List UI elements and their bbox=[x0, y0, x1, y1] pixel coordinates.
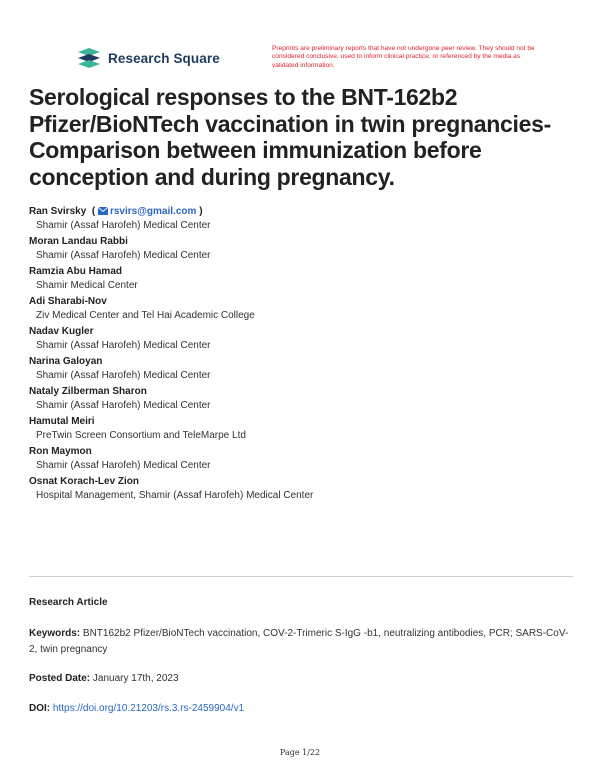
posted-date-label: Posted Date: bbox=[29, 673, 91, 684]
author-name: Ran Svirsky ( rsvirs@gmail.com ) bbox=[29, 206, 203, 217]
author-affiliation: Ziv Medical Center and Tel Hai Academic College bbox=[36, 310, 255, 321]
logo-text: Research Square bbox=[108, 50, 220, 66]
author-name: Adi Sharabi-Nov bbox=[29, 296, 107, 307]
author-name: Nataly Zilberman Sharon bbox=[29, 386, 147, 397]
page-number: Page 1/22 bbox=[279, 748, 321, 757]
author-name: Ramzia Abu Hamad bbox=[29, 266, 122, 277]
author-name: Hamutal Meiri bbox=[29, 416, 95, 427]
envelope-icon bbox=[98, 207, 108, 215]
research-square-logo[interactable] bbox=[76, 47, 220, 69]
posted-date-value: January 17th, 2023 bbox=[92, 673, 179, 684]
keywords-value: BNT162b2 Pfizer/BioNTech vaccination, COV-2-Trimeric S-IgG -b1, neutralizing antibodies, PCR; SARS-CoV-2, twin pregnancy bbox=[29, 628, 569, 655]
author-list bbox=[29, 206, 574, 506]
author-affiliation: Shamir (Assaf Harofeh) Medical Center bbox=[36, 400, 211, 411]
doi-link[interactable]: https://doi.org/10.21203/rs.3.rs-2459904/v1 bbox=[52, 703, 245, 714]
author-affiliation: Shamir (Assaf Harofeh) Medical Center bbox=[36, 370, 211, 381]
author-name: Narina Galoyan bbox=[29, 356, 103, 367]
author-email-link[interactable]: rsvirs@gmail.com bbox=[98, 206, 199, 217]
posted-date bbox=[29, 671, 574, 687]
section-divider bbox=[29, 576, 573, 577]
research-square-logo-icon bbox=[76, 47, 102, 69]
author-name: Moran Landau Rabbi bbox=[29, 236, 128, 247]
author-affiliation: PreTwin Screen Consortium and TeleMarpe Ltd bbox=[36, 430, 246, 441]
doi-label: DOI: bbox=[29, 703, 51, 714]
author-name: Nadav Kugler bbox=[29, 326, 94, 337]
author-affiliation: Shamir (Assaf Harofeh) Medical Center bbox=[36, 250, 211, 261]
article-type: Research Article bbox=[29, 597, 108, 608]
author-affiliation: Hospital Management, Shamir (Assaf Harofeh) Medical Center bbox=[36, 490, 314, 501]
author-affiliation: Shamir (Assaf Harofeh) Medical Center bbox=[36, 340, 211, 351]
paper-title: Serological responses to the BNT-162b2 Pfizer/BioNTech vaccination in twin pregnancies-Comparison between immunization before conception and during pregnancy. bbox=[29, 84, 551, 190]
author-affiliation: Shamir (Assaf Harofeh) Medical Center bbox=[36, 460, 211, 471]
keywords bbox=[29, 626, 574, 658]
author-name: Ron Maymon bbox=[29, 446, 92, 457]
preprint-disclaimer: Preprints are preliminary reports that have not undergone peer review. They should not be considered conclusive, used to inform clinical practice, or referenced by the media as validated information. bbox=[272, 45, 535, 69]
author-name: Osnat Korach-Lev Zion bbox=[29, 476, 140, 487]
author-affiliation: Shamir Medical Center bbox=[36, 280, 138, 291]
keywords-label: Keywords: bbox=[29, 628, 81, 639]
doi bbox=[29, 701, 574, 717]
author-affiliation: Shamir (Assaf Harofeh) Medical Center bbox=[36, 220, 211, 231]
